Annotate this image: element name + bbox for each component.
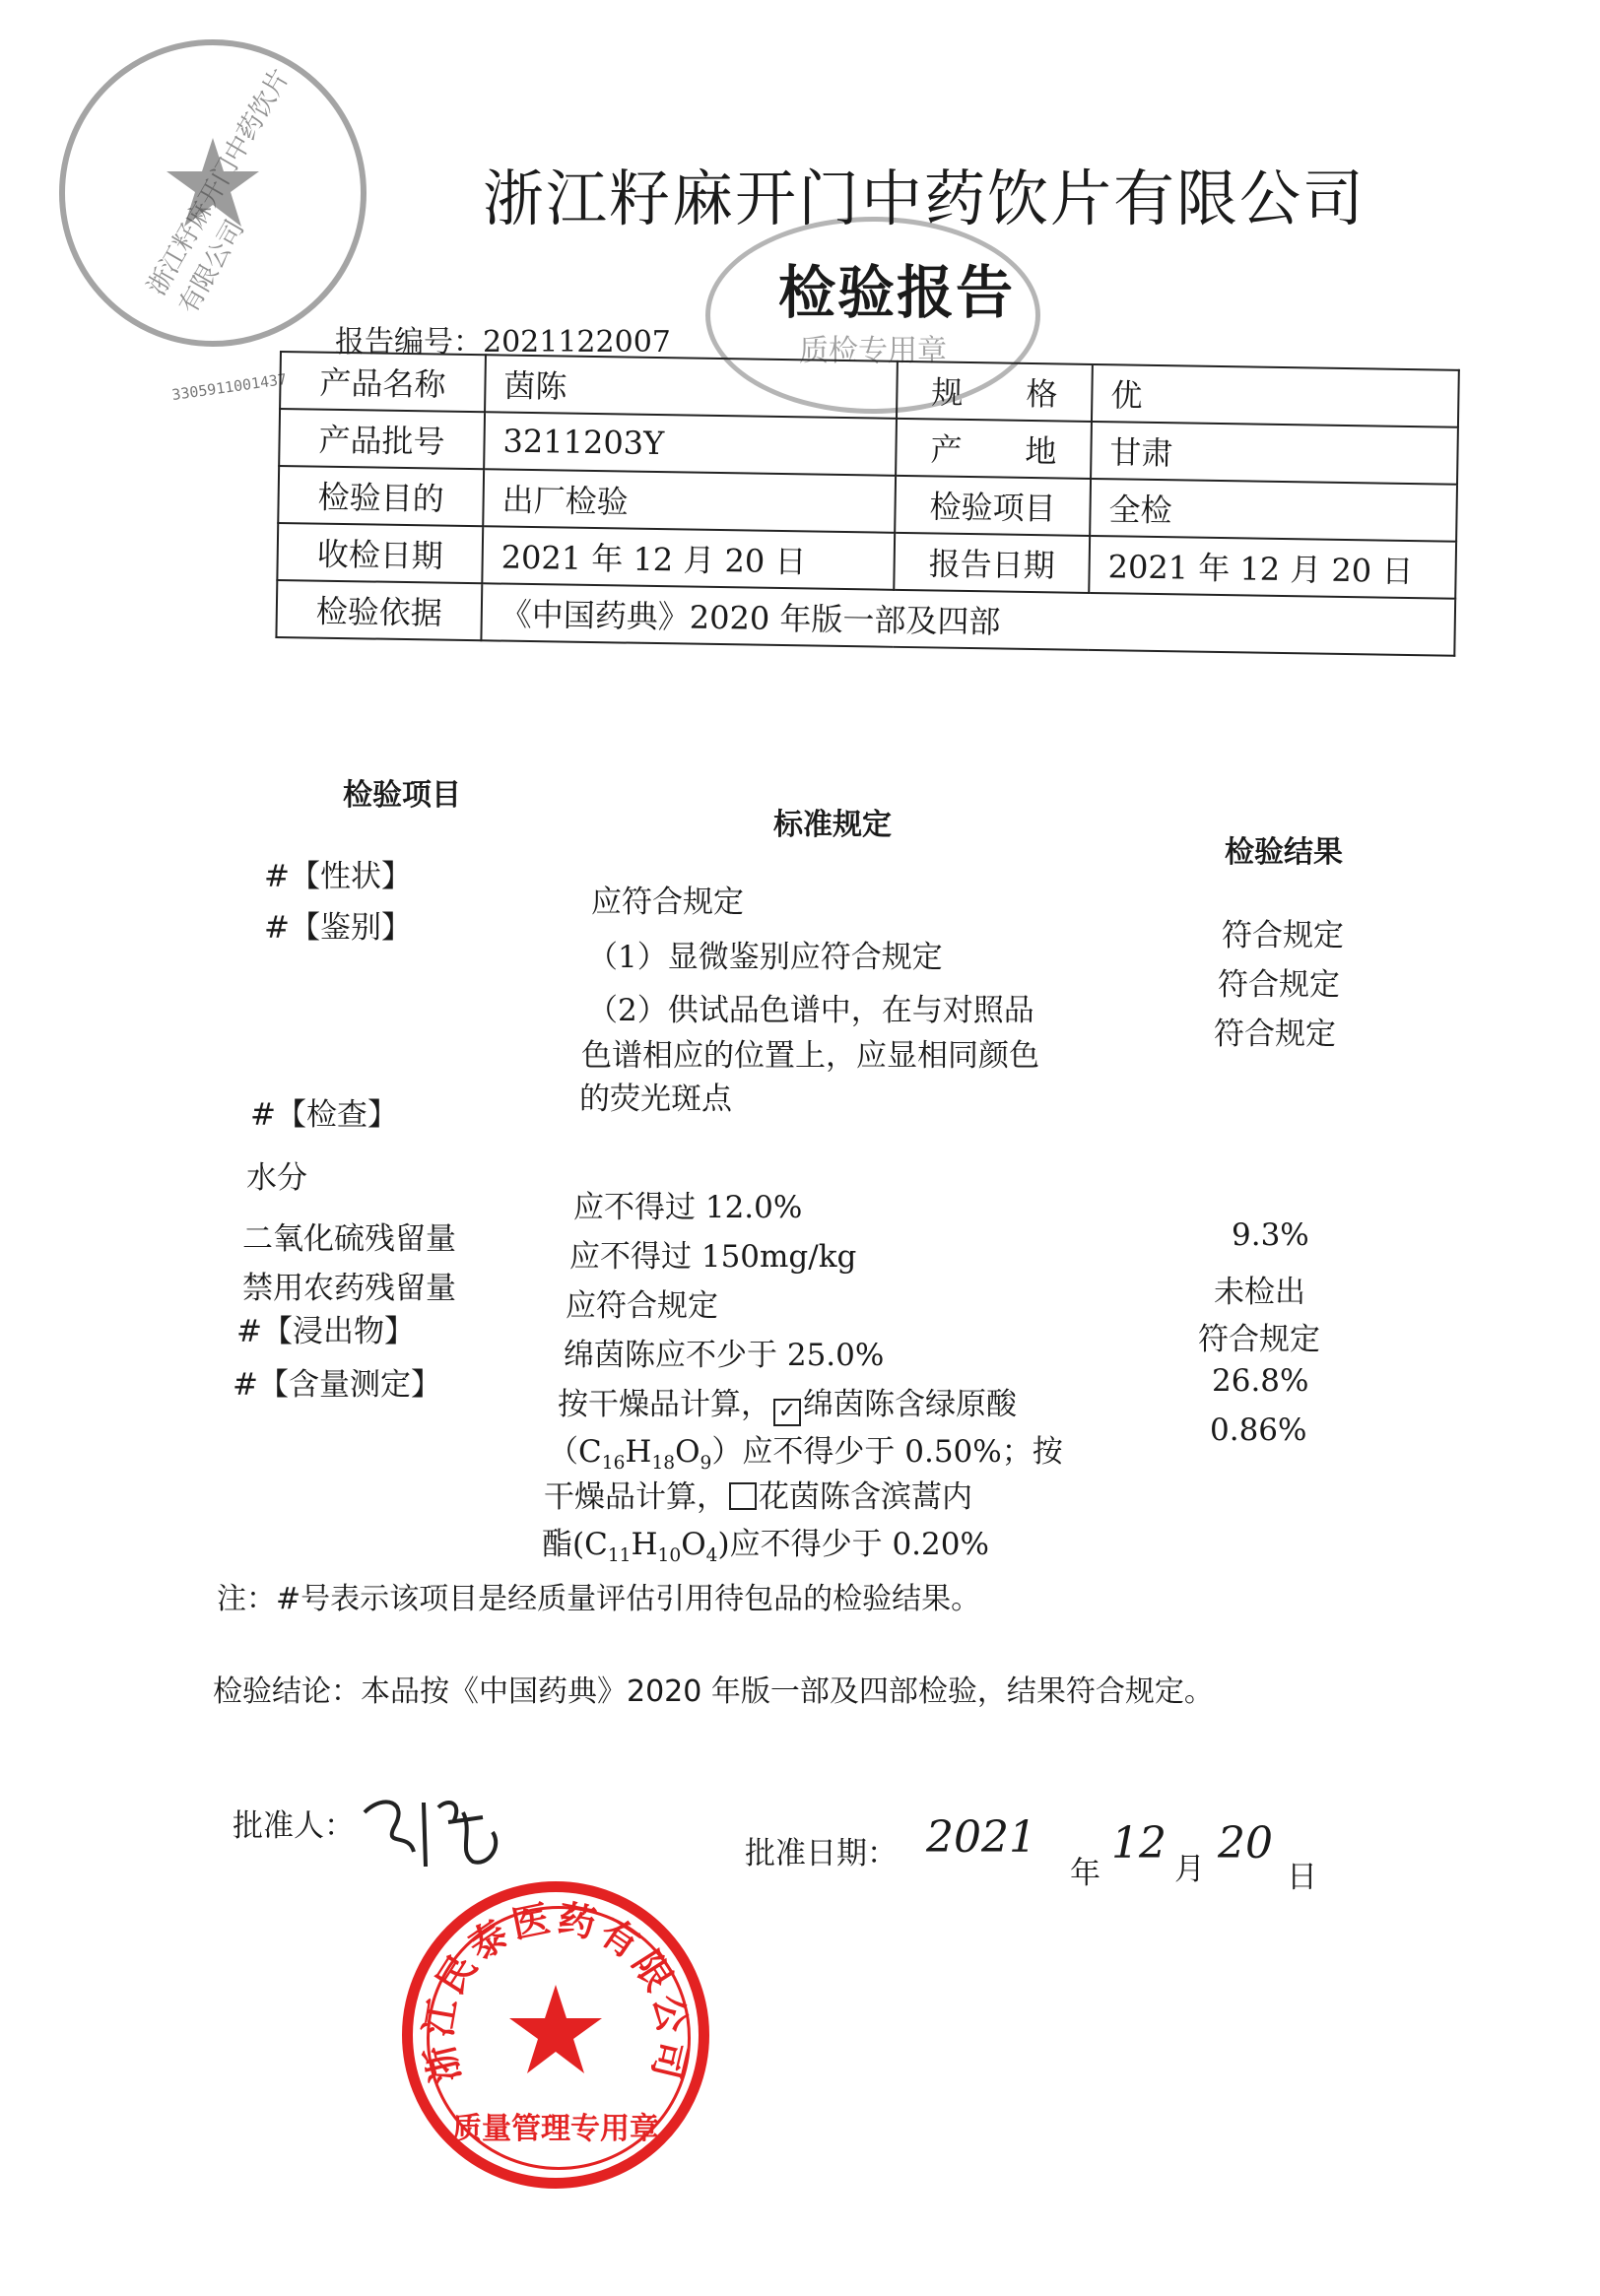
product-name-label: 产品名称 [280,352,486,412]
standard-jianbie-2: （2）供试品色谱中，在与对照品 [587,993,1034,1028]
approver-signature [355,1773,522,1881]
receive-date-label: 收检日期 [277,523,483,583]
svg-text:浙江民泰医药有限公司: 浙江民泰医药有限公司 [416,1895,696,2087]
standard-content-line2: $(C_{16}H_{18}O_9)$应不得少于 0.50%；按 [548,1434,1063,1475]
standard-so2: 应不得过 150mg/kg [569,1239,857,1275]
quality-management-seal [402,1881,709,2189]
standard-pesticide: 应符合规定 [566,1288,718,1324]
result-xingzhuang: 符合规定 [1222,918,1344,953]
product-name-value: 茵陈 [485,355,898,419]
approval-date-month: 12 [1111,1818,1167,1869]
report-number-value: 2021122007 [483,325,671,360]
origin-value: 甘肃 [1091,422,1458,485]
stamp-code: 3305911001437 [170,369,289,405]
conclusion-text: 检验结论：本品按《中国药典》2020 年版一部及四部检验，结果符合规定。 [213,1674,1214,1709]
item-so2: 二氧化硫残留量 [242,1221,456,1257]
report-date-label: 报告日期 [894,533,1090,593]
approval-date-day: 20 [1218,1818,1273,1869]
item-content: #【含量测定】 [233,1367,441,1403]
product-info-table [275,351,1459,657]
standard-extract: 绵茵陈应不少于 25.0% [564,1338,885,1373]
purpose-value: 出厂检验 [483,469,896,533]
batch-label: 产品批号 [279,409,485,469]
standard-content-line1-a: 按干燥品计算， [558,1387,771,1422]
result-pesticide: 符合规定 [1198,1322,1320,1357]
standard-jianbie-2b: 色谱相应的位置上，应显相同颜色 [581,1038,1039,1074]
item-pesticide: 禁用农药残留量 [242,1271,456,1306]
result-content: 0.86% [1210,1412,1307,1448]
col-item-header: 检验项目 [343,778,461,813]
seal-dept-text: 质量管理专用章 [452,2112,659,2146]
company-name: 浙江籽麻开门中药饮片有限公司 [483,163,1367,234]
result-water: 9.3% [1232,1217,1309,1253]
item-water: 水分 [246,1160,307,1196]
result-so2: 未检出 [1214,1275,1305,1310]
standard-water: 应不得过 12.0% [573,1190,803,1225]
standard-jianbie-1: （1）显微鉴别应符合规定 [587,940,943,975]
empty-box-icon [729,1482,757,1510]
purpose-label: 检验目的 [278,466,484,526]
standard-content-line3: 干燥品计算， 花茵陈含滨蒿内 [544,1479,972,1515]
approval-date-label: 批准日期： [745,1836,898,1871]
formula-chlorogenic: $(C_{16}H_{18}O_9)$ [548,1434,743,1475]
basis-label: 检验依据 [276,580,482,640]
star-icon [506,1981,605,2079]
company-seal-stamp [59,39,367,405]
standard-content-line4: 酯$(C_{11}H_{10}O_4)$应不得少于 0.20% [542,1527,989,1567]
spec-label: 规 格 [897,361,1093,422]
result-jianbie-2: 符合规定 [1214,1017,1336,1052]
approval-month-char: 月 [1174,1852,1205,1887]
standard-content-line1-b: 绵茵陈含绿原酸 [803,1387,1017,1422]
item-jiancha: #【检查】 [250,1097,398,1133]
stamp-ring-text: 浙江籽麻开门中药饮片有限公司 [142,63,297,319]
report-date-value: 2021 年 12 月 20 日 [1089,536,1456,599]
items-label: 检验项目 [895,476,1091,536]
approval-day-char: 日 [1287,1860,1317,1895]
standard-xingzhuang: 应符合规定 [591,885,744,920]
standard-content-line1 [558,1379,1017,1426]
qc-stamp-label: 质检专用章 [799,334,947,368]
approval-date-year: 2021 [926,1812,1036,1863]
item-xingzhuang: #【性状】 [264,859,412,894]
formula-scoparone: 酯$(C_{11}H_{10}O_4)$ [542,1527,730,1567]
item-extract: #【浸出物】 [236,1314,415,1349]
approver-label: 批准人： [233,1808,355,1844]
col-result-header: 检验结果 [1225,835,1343,870]
note-text: 注：#号表示该项目是经质量评估引用待包品的检验结果。 [217,1582,981,1616]
report-title: 检验报告 [778,259,1016,326]
basis-value: 《中国药典》2020 年版一部及四部 [481,583,1455,656]
result-extract: 26.8% [1212,1363,1309,1399]
item-jianbie: #【鉴别】 [264,910,412,946]
checked-box-icon: ✓ [773,1399,801,1426]
standard-jianbie-2c: 的荧光斑点 [579,1082,732,1117]
result-jianbie-1: 符合规定 [1218,967,1340,1003]
approval-year-char: 年 [1070,1856,1100,1891]
origin-label: 产 地 [896,419,1092,479]
report-number-label: 报告编号： [335,325,483,360]
items-value: 全检 [1090,479,1457,542]
col-standard-header: 标准规定 [773,808,892,842]
batch-value: 3211203Y [484,412,897,476]
spec-value: 优 [1092,364,1459,427]
receive-date-value: 2021 年 12 月 20 日 [482,526,895,590]
